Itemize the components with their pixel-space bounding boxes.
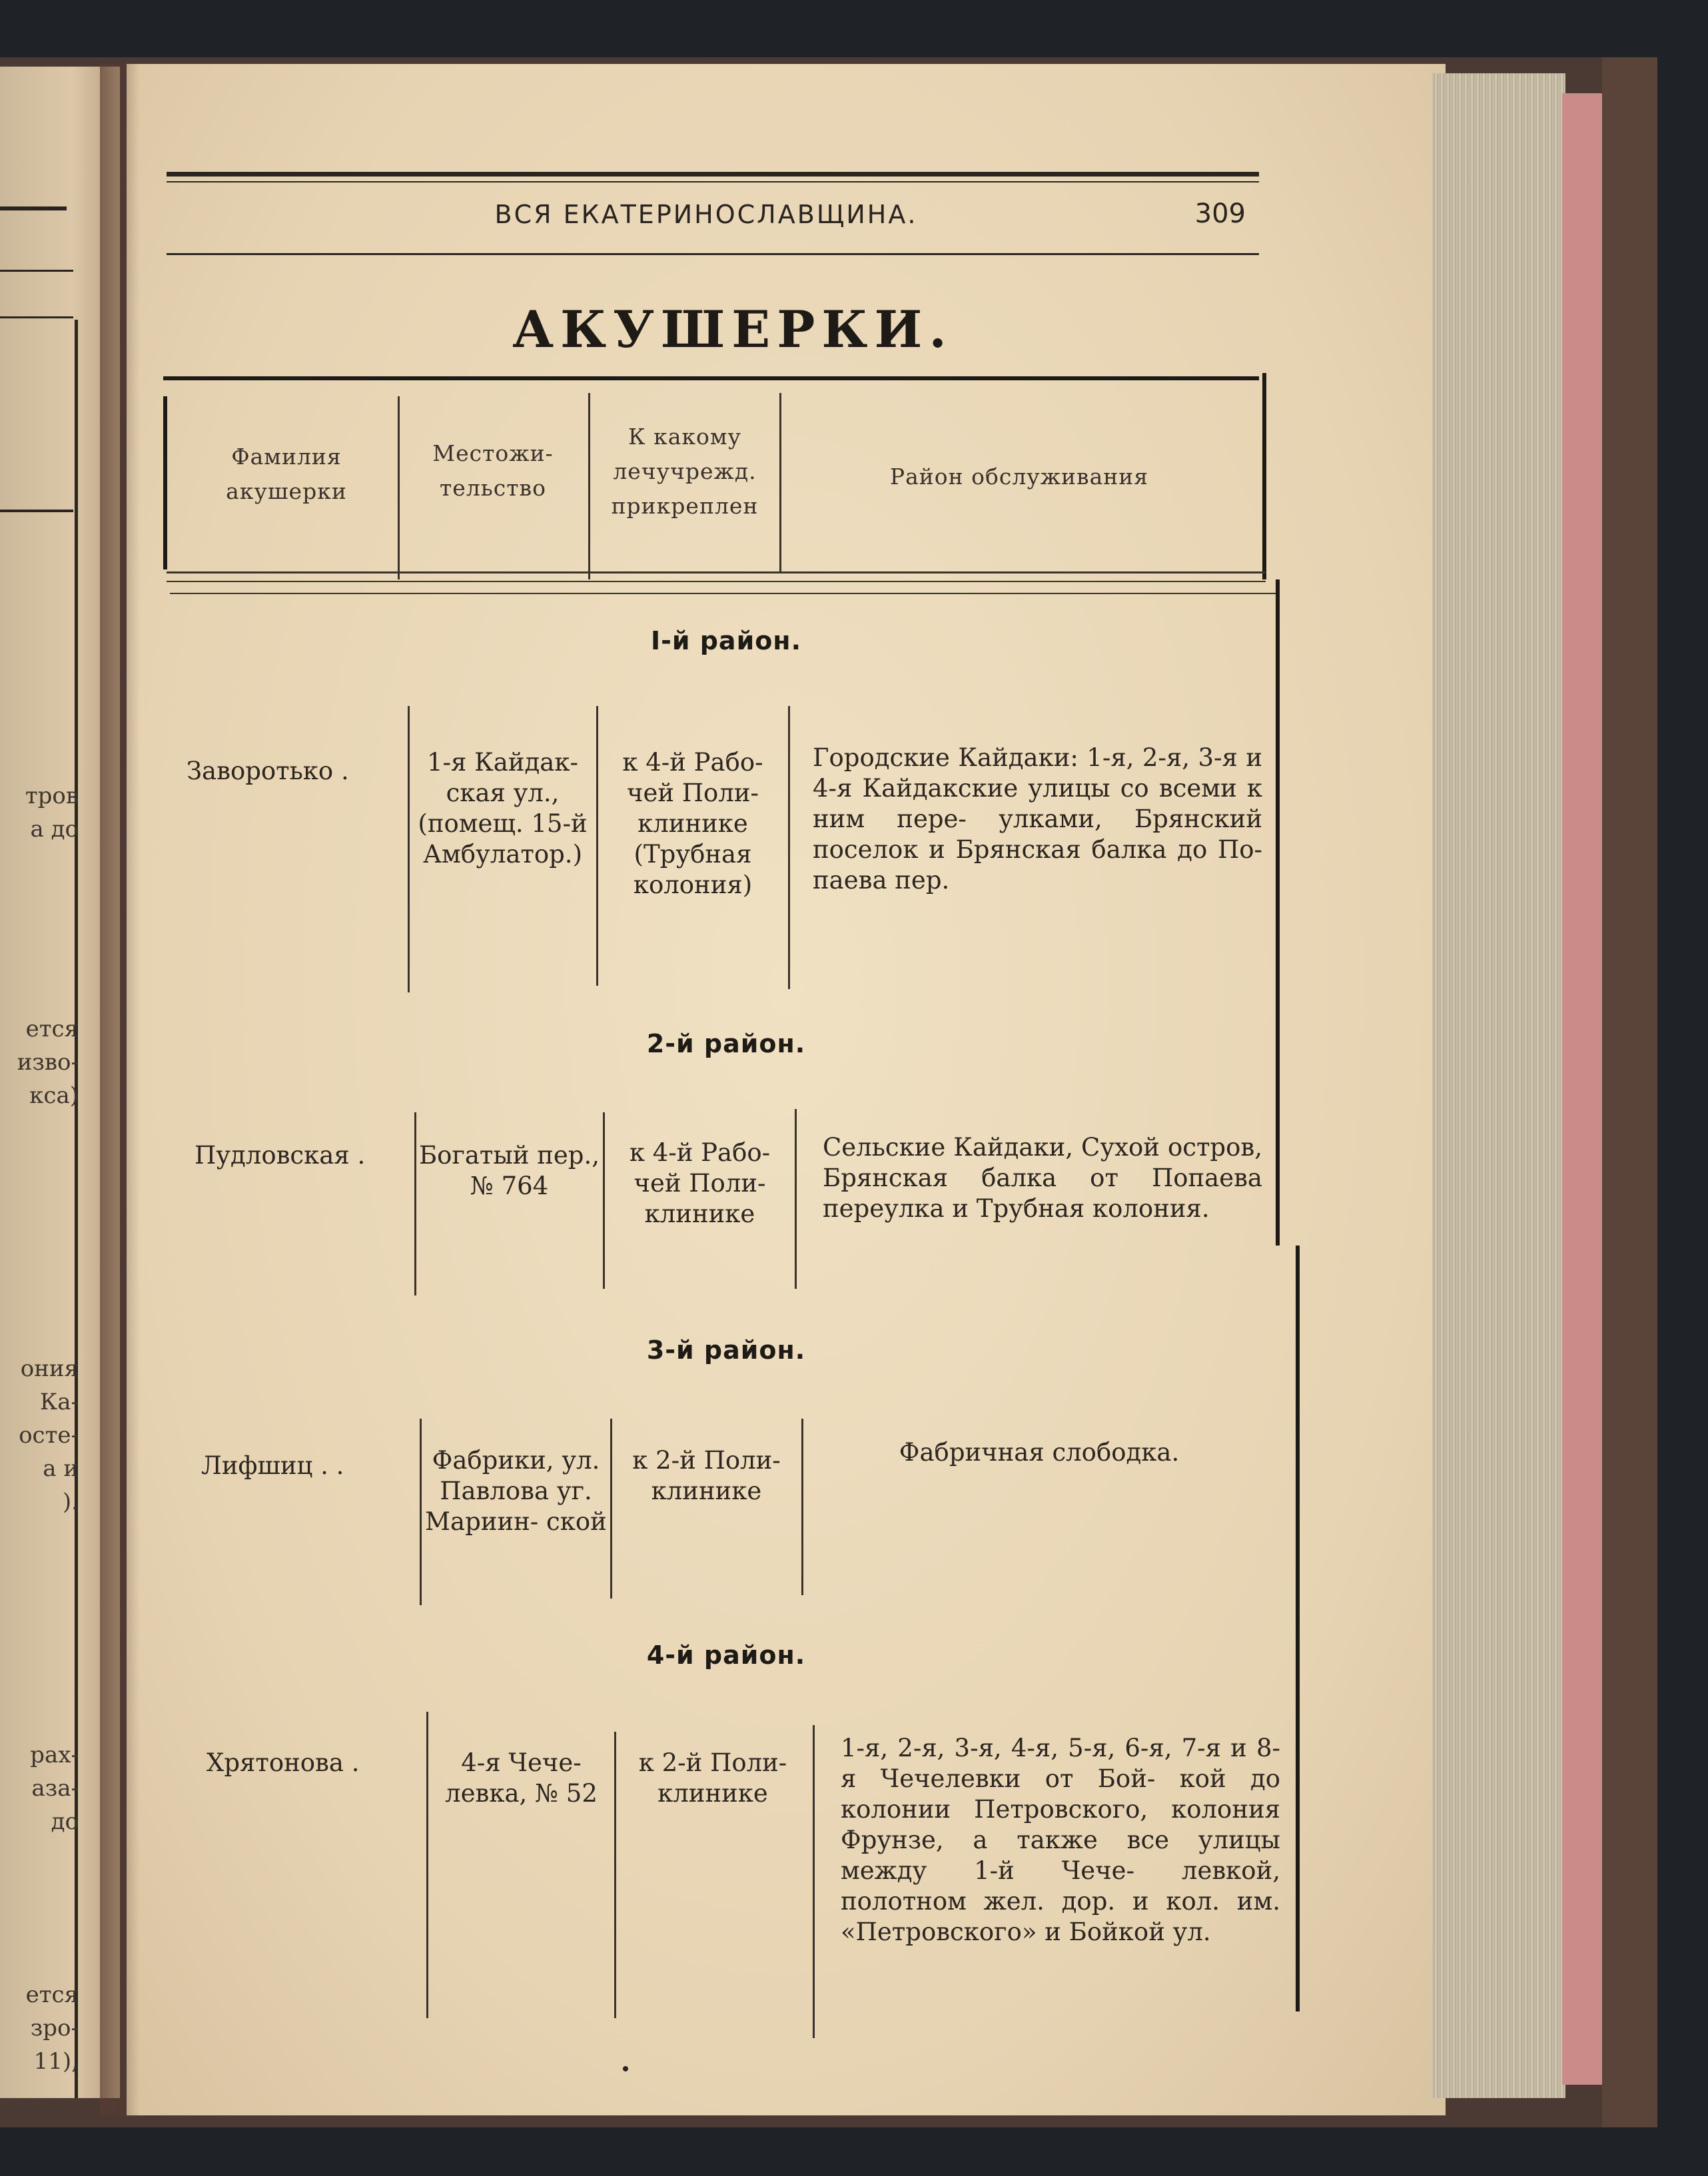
left-page-fragment: до (51, 1808, 79, 1835)
column-separator (588, 393, 590, 579)
column-separator (795, 1109, 797, 1289)
left-page-fragment: аза- (31, 1775, 79, 1802)
midwife-name: Лифшиц . . (201, 1451, 344, 1480)
table-right-border (1262, 373, 1266, 579)
column-separator (779, 393, 781, 573)
left-page-fragment: рах- (30, 1742, 79, 1768)
column-header-surname: Фамилия акушерки (226, 444, 347, 504)
column-header-residence: Местожи- тельство (432, 440, 554, 501)
running-title: ВСЯ ЕКАТЕРИНОСЛАВЩИНА. (494, 200, 918, 229)
left-page-fragment: ). (62, 1489, 79, 1515)
table-right-border (1296, 1246, 1300, 2011)
midwife-name: Заворотько . (187, 757, 349, 785)
header-top-rule-thin (167, 181, 1259, 182)
column-separator (801, 1419, 803, 1595)
district-heading: 3-й район. (646, 1335, 806, 1365)
left-page-fragment: а до (30, 816, 79, 843)
left-page-fragment: осте- (19, 1422, 79, 1449)
midwife-facility: к 4-й Рабо- чей Поли- клинике (Трубная колония) (622, 748, 763, 899)
left-page-rule (0, 270, 73, 272)
table-header-rule (167, 571, 1266, 573)
left-page-fragment: кса) (29, 1082, 79, 1109)
midwife-residence: Фабрики, ул. Павлова уг. Мариин- ской (425, 1446, 607, 1536)
table-top-rule (163, 376, 1259, 380)
left-page-fragment: а и (43, 1455, 79, 1482)
table-header-rule-thin (170, 593, 1276, 594)
left-page-fragment: ония (20, 1355, 79, 1382)
left-page-fragment: Ка- (39, 1389, 79, 1415)
header-bottom-rule (167, 253, 1259, 255)
page-number: 309 (1194, 198, 1246, 229)
left-page-fragment: ется (25, 1016, 79, 1042)
midwife-name: Хрятонова . (207, 1748, 360, 1777)
left-page-rule (0, 316, 73, 318)
midwife-facility: к 2-й Поли- клинике (632, 1446, 781, 1505)
midwife-residence: 1-я Кайдак- ская ул., (помещ. 15-й Амбулатор.) (418, 748, 588, 869)
section-title: АКУШЕРКИ. (512, 300, 953, 359)
table-right-border (1276, 579, 1280, 1246)
service-area: Городские Кайдаки: 1-я, 2-я, 3-я и 4-я Кайдакские улицы со всеми к ним пере- улками, Брянский поселок и Брянская балка до По- паева пер. (813, 743, 1262, 895)
district-heading: 2-й район. (646, 1029, 806, 1058)
left-page-fragment: 11), (33, 2048, 79, 2075)
midwife-residence: 4-я Чече- левка, № 52 (445, 1748, 598, 1808)
midwife-facility: к 4-й Рабо- чей Поли- клинике (629, 1138, 771, 1228)
left-page-fragment: изво- (17, 1049, 79, 1076)
column-separator (788, 706, 790, 989)
left-page-fragment: ется (25, 1982, 79, 2008)
book-gutter-shadow (100, 64, 140, 2115)
column-separator (813, 1725, 815, 2038)
left-page-fragment: зро- (30, 2015, 79, 2041)
district-heading: I-й район. (650, 626, 802, 655)
pink-endpaper (1562, 93, 1602, 2085)
midwife-facility: к 2-й Поли- клинике (638, 1748, 787, 1808)
page-speck (623, 2066, 628, 2071)
left-page-rule (0, 206, 67, 210)
column-separator (398, 396, 400, 579)
midwife-residence: Богатый пер., № 764 (418, 1141, 600, 1200)
district-heading: 4-й район. (646, 1640, 806, 1670)
service-area: 1-я, 2-я, 3-я, 4-я, 5-я, 6-я, 7-я и 8-я Чечелевки от Бой- кой до колонии Петровского, колония Фрунзе, а также все улицы между 1-й Чече- левкой, полотном жел. дор. и кол. им. «Петровского» и Бойкой ул. (841, 1734, 1280, 1946)
midwife-name: Пудловская . (195, 1141, 366, 1170)
left-page-fragment: тров (25, 783, 79, 809)
service-area: Фабричная слободка. (899, 1438, 1180, 1467)
header-top-rule (167, 172, 1259, 177)
book-cover-right (1602, 57, 1657, 2127)
column-header-facility: К какому лечучрежд. прикреплен (611, 424, 759, 519)
service-area: Сельские Кайдаки, Сухой остров, Брянская балка от Попаева переулка и Трубная колония. (823, 1133, 1262, 1223)
column-header-service-area: Район обслуживания (889, 464, 1149, 490)
table-header-rule-thin (167, 581, 1266, 582)
page-edges (1432, 73, 1565, 2098)
table-left-border (163, 396, 167, 569)
left-page-rule (0, 510, 73, 512)
